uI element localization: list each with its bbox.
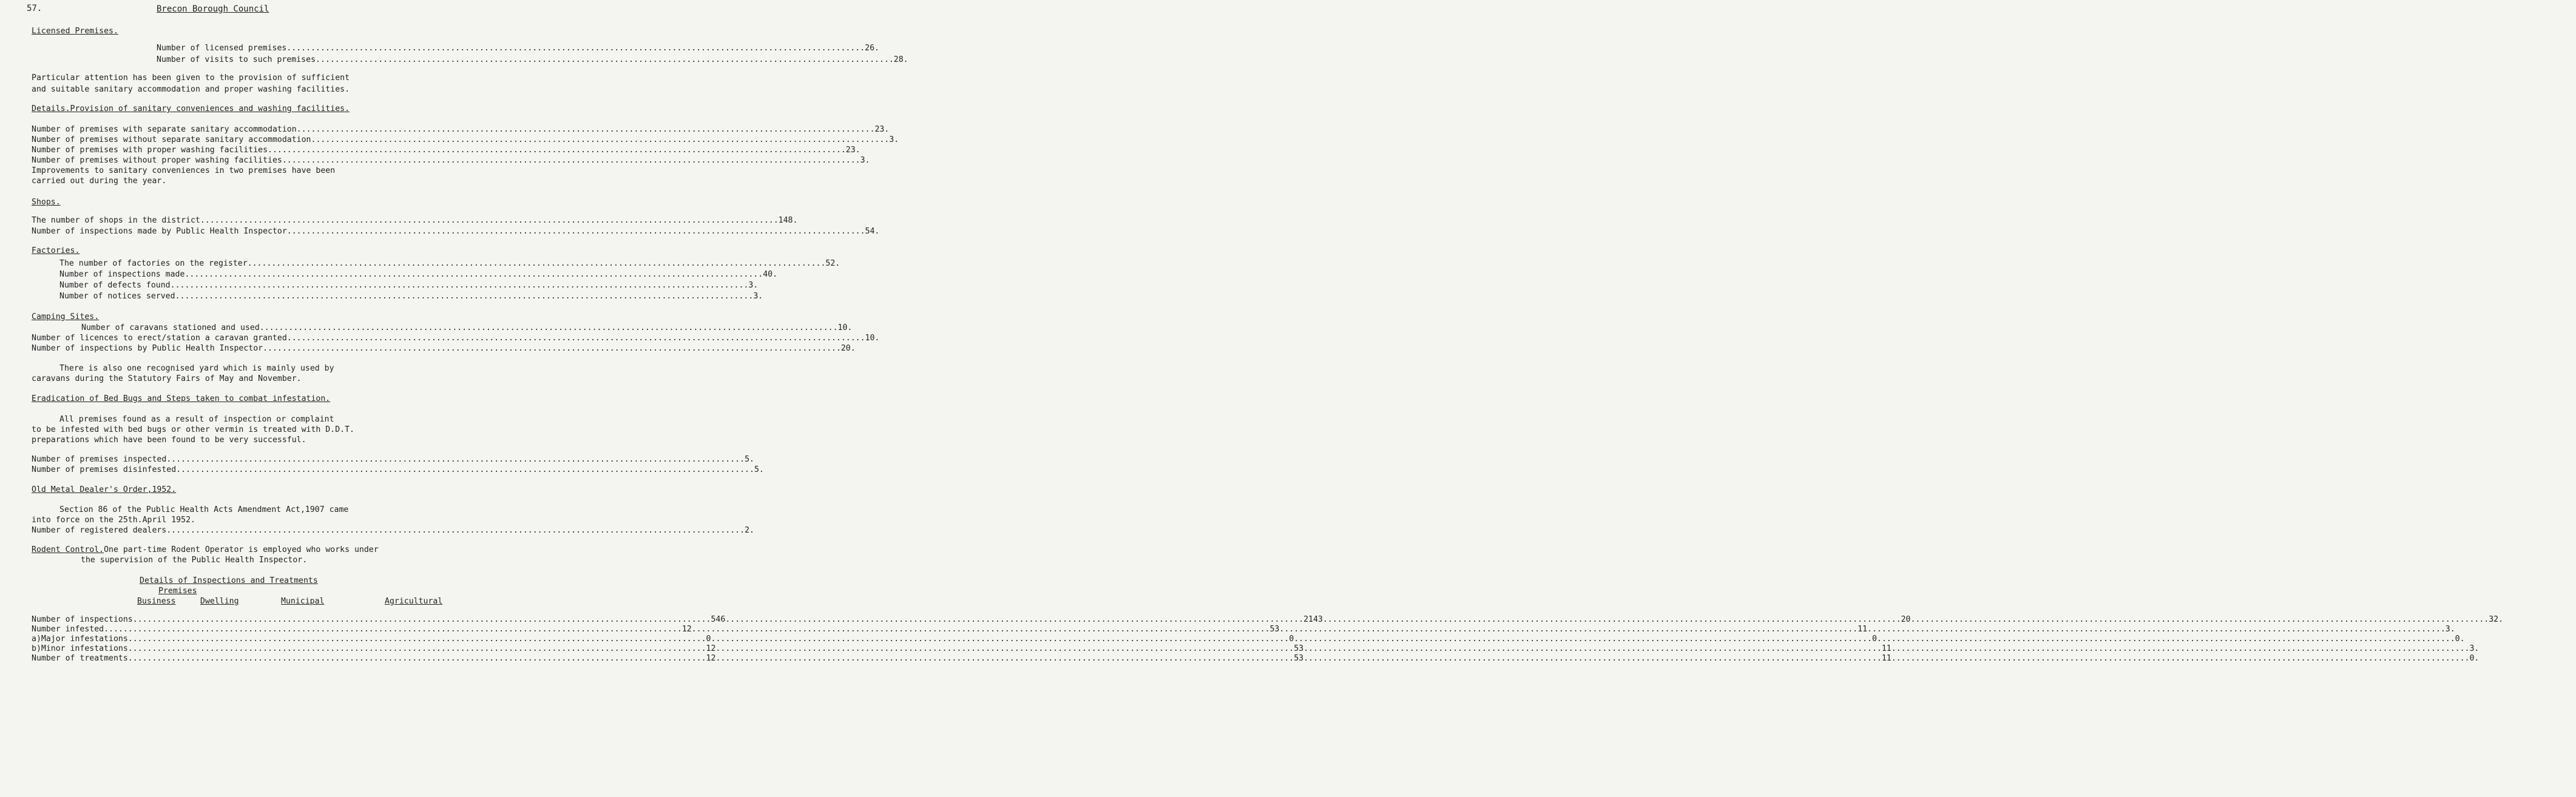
list-item: The number of shops in the district ..... 148. (32, 216, 472, 226)
table-cell: 53 ..... (1294, 644, 1882, 654)
table-cell: 12 ..... (682, 625, 1270, 634)
table-row-label: Number of inspections ..... (32, 615, 711, 625)
table-cell: 11 ..... (1882, 654, 2470, 664)
table-row (32, 654, 2480, 664)
paragraph-line: preparations which have been found to be very successful. (32, 435, 306, 445)
table-cell: 12 ..... (706, 654, 1294, 664)
section-heading-shops: Shops. (32, 198, 61, 207)
table-cell: 12 ..... (706, 644, 1294, 654)
paragraph-line: caravans during the Statutory Fairs of May and November. (32, 374, 302, 383)
list-item: Number of inspections made by Public Health Inspector ..... 54. (32, 227, 472, 237)
list-item: The number of factories on the register ..... 52. (59, 259, 472, 269)
section-heading-factories: Factories. (32, 246, 80, 255)
table-premises-label: Premises (158, 587, 197, 596)
table-cell: 11 ..... (1858, 625, 2446, 634)
rodent-paragraph: Rodent Control.One part-time Rodent Operator is employed who works under (32, 545, 379, 554)
table-cell: 2143 ..... (1303, 615, 1901, 625)
table-row-label: a)Major infestations ..... (32, 634, 706, 644)
table-cell: 20 ..... (1901, 615, 2489, 625)
paragraph-line: There is also one recognised yard which is mainly used by (59, 364, 334, 373)
table-row-label: b)Minor infestations ..... (32, 644, 706, 654)
paragraph-line: the supervision of the Public Health Inspector. (81, 556, 308, 565)
page-title: Brecon Borough Council (157, 4, 269, 14)
table-cell: 0. (2469, 654, 2480, 663)
column-header: Dwelling (200, 597, 239, 606)
paragraph-line: Particular attention has been given to the provision of sufficient (32, 73, 350, 82)
section-heading-old-metal: Old Metal Dealer's Order,1952. (32, 485, 177, 494)
column-header: Business (137, 597, 176, 606)
table-row-label: Number infested ..... (32, 625, 682, 634)
list-item: Number of caravans stationed and used ..... 10. (81, 323, 472, 333)
paragraph-line: to be infested with bed bugs or other vermin is treated with D.D.T. (32, 425, 354, 434)
paragraph-line: and suitable sanitary accommodation and proper washing facilities. (32, 85, 350, 94)
table-cell: 32. (2489, 615, 2504, 624)
details-heading: Details.Provision of sanitary conveniences and washing facilities. (32, 104, 350, 113)
paragraph-line: carried out during the year. (32, 177, 167, 186)
table-row-label: Number of treatments ..... (32, 654, 706, 664)
paragraph-line: All premises found as a result of inspection or complaint (59, 415, 334, 424)
list-item: Number of premises inspected ..... 5. (32, 455, 472, 465)
section-heading-camping-sites: Camping Sites. (32, 312, 100, 321)
paragraph-line: into force on the 25th.April 1952. (32, 516, 195, 525)
column-header: Municipal (281, 597, 325, 606)
list-item: Number of defects found ..... 3. (59, 281, 472, 291)
list-item: Number of inspections made ..... 40. (59, 270, 472, 280)
table-cell: 0 ..... (706, 634, 1290, 644)
list-item: Number of premises without separate sanitary accommodation ..... 3. (32, 135, 472, 145)
column-header: Agricultural (385, 597, 443, 606)
table-cell: 3. (2469, 644, 2480, 653)
list-item: Number of licensed premises ..... 26. (157, 44, 472, 53)
list-item: Number of premises with proper washing facilities ..... 23. (32, 146, 472, 155)
section-heading-licensed-premises: Licensed Premises. (32, 27, 118, 36)
table-row (32, 625, 2455, 634)
list-item: Number of premises disinfested ..... 5. (32, 465, 472, 475)
list-item: Number of premises with separate sanitary accommodation ..... 23. (32, 125, 472, 135)
table-title: Details of Inspections and Treatments (140, 576, 318, 585)
list-item: Number of inspections by Public Health Inspector ..... 20. (32, 344, 472, 354)
list-item: Number of visits to such premises ..... 28. (157, 55, 472, 65)
list-item: Number of registered dealers ..... 2. (32, 526, 472, 536)
table-cell: 3. (2445, 625, 2455, 634)
page-number: 57. (27, 4, 42, 13)
paragraph-line: Improvements to sanitary conveniences in two premises have been (32, 166, 336, 175)
list-item: Number of licences to erect/station a caravan granted ..... 10. (32, 334, 472, 343)
table-cell: 0. (2455, 634, 2465, 644)
table-cell: 11 ..... (1882, 644, 2470, 654)
table-row (32, 644, 2480, 654)
table-row (32, 615, 2504, 625)
list-item: Number of notices served ..... 3. (59, 292, 472, 301)
list-item: Number of premises without proper washing facilities ..... 3. (32, 156, 472, 166)
table-row (32, 634, 2465, 644)
section-heading-bed-bugs: Eradication of Bed Bugs and Steps taken to combat infestation. (32, 394, 331, 403)
table-cell: 53 ..... (1294, 654, 1882, 664)
table-cell: 53 ..... (1269, 625, 1858, 634)
table-cell: 0 ..... (1872, 634, 2455, 644)
table-cell: 0 ..... (1289, 634, 1872, 644)
table-cell: 546 ..... (711, 615, 1303, 625)
paragraph-line: Section 86 of the Public Health Acts Amendment Act,1907 came (59, 505, 349, 514)
section-heading-rodent-control: Rodent Control. (32, 545, 104, 554)
